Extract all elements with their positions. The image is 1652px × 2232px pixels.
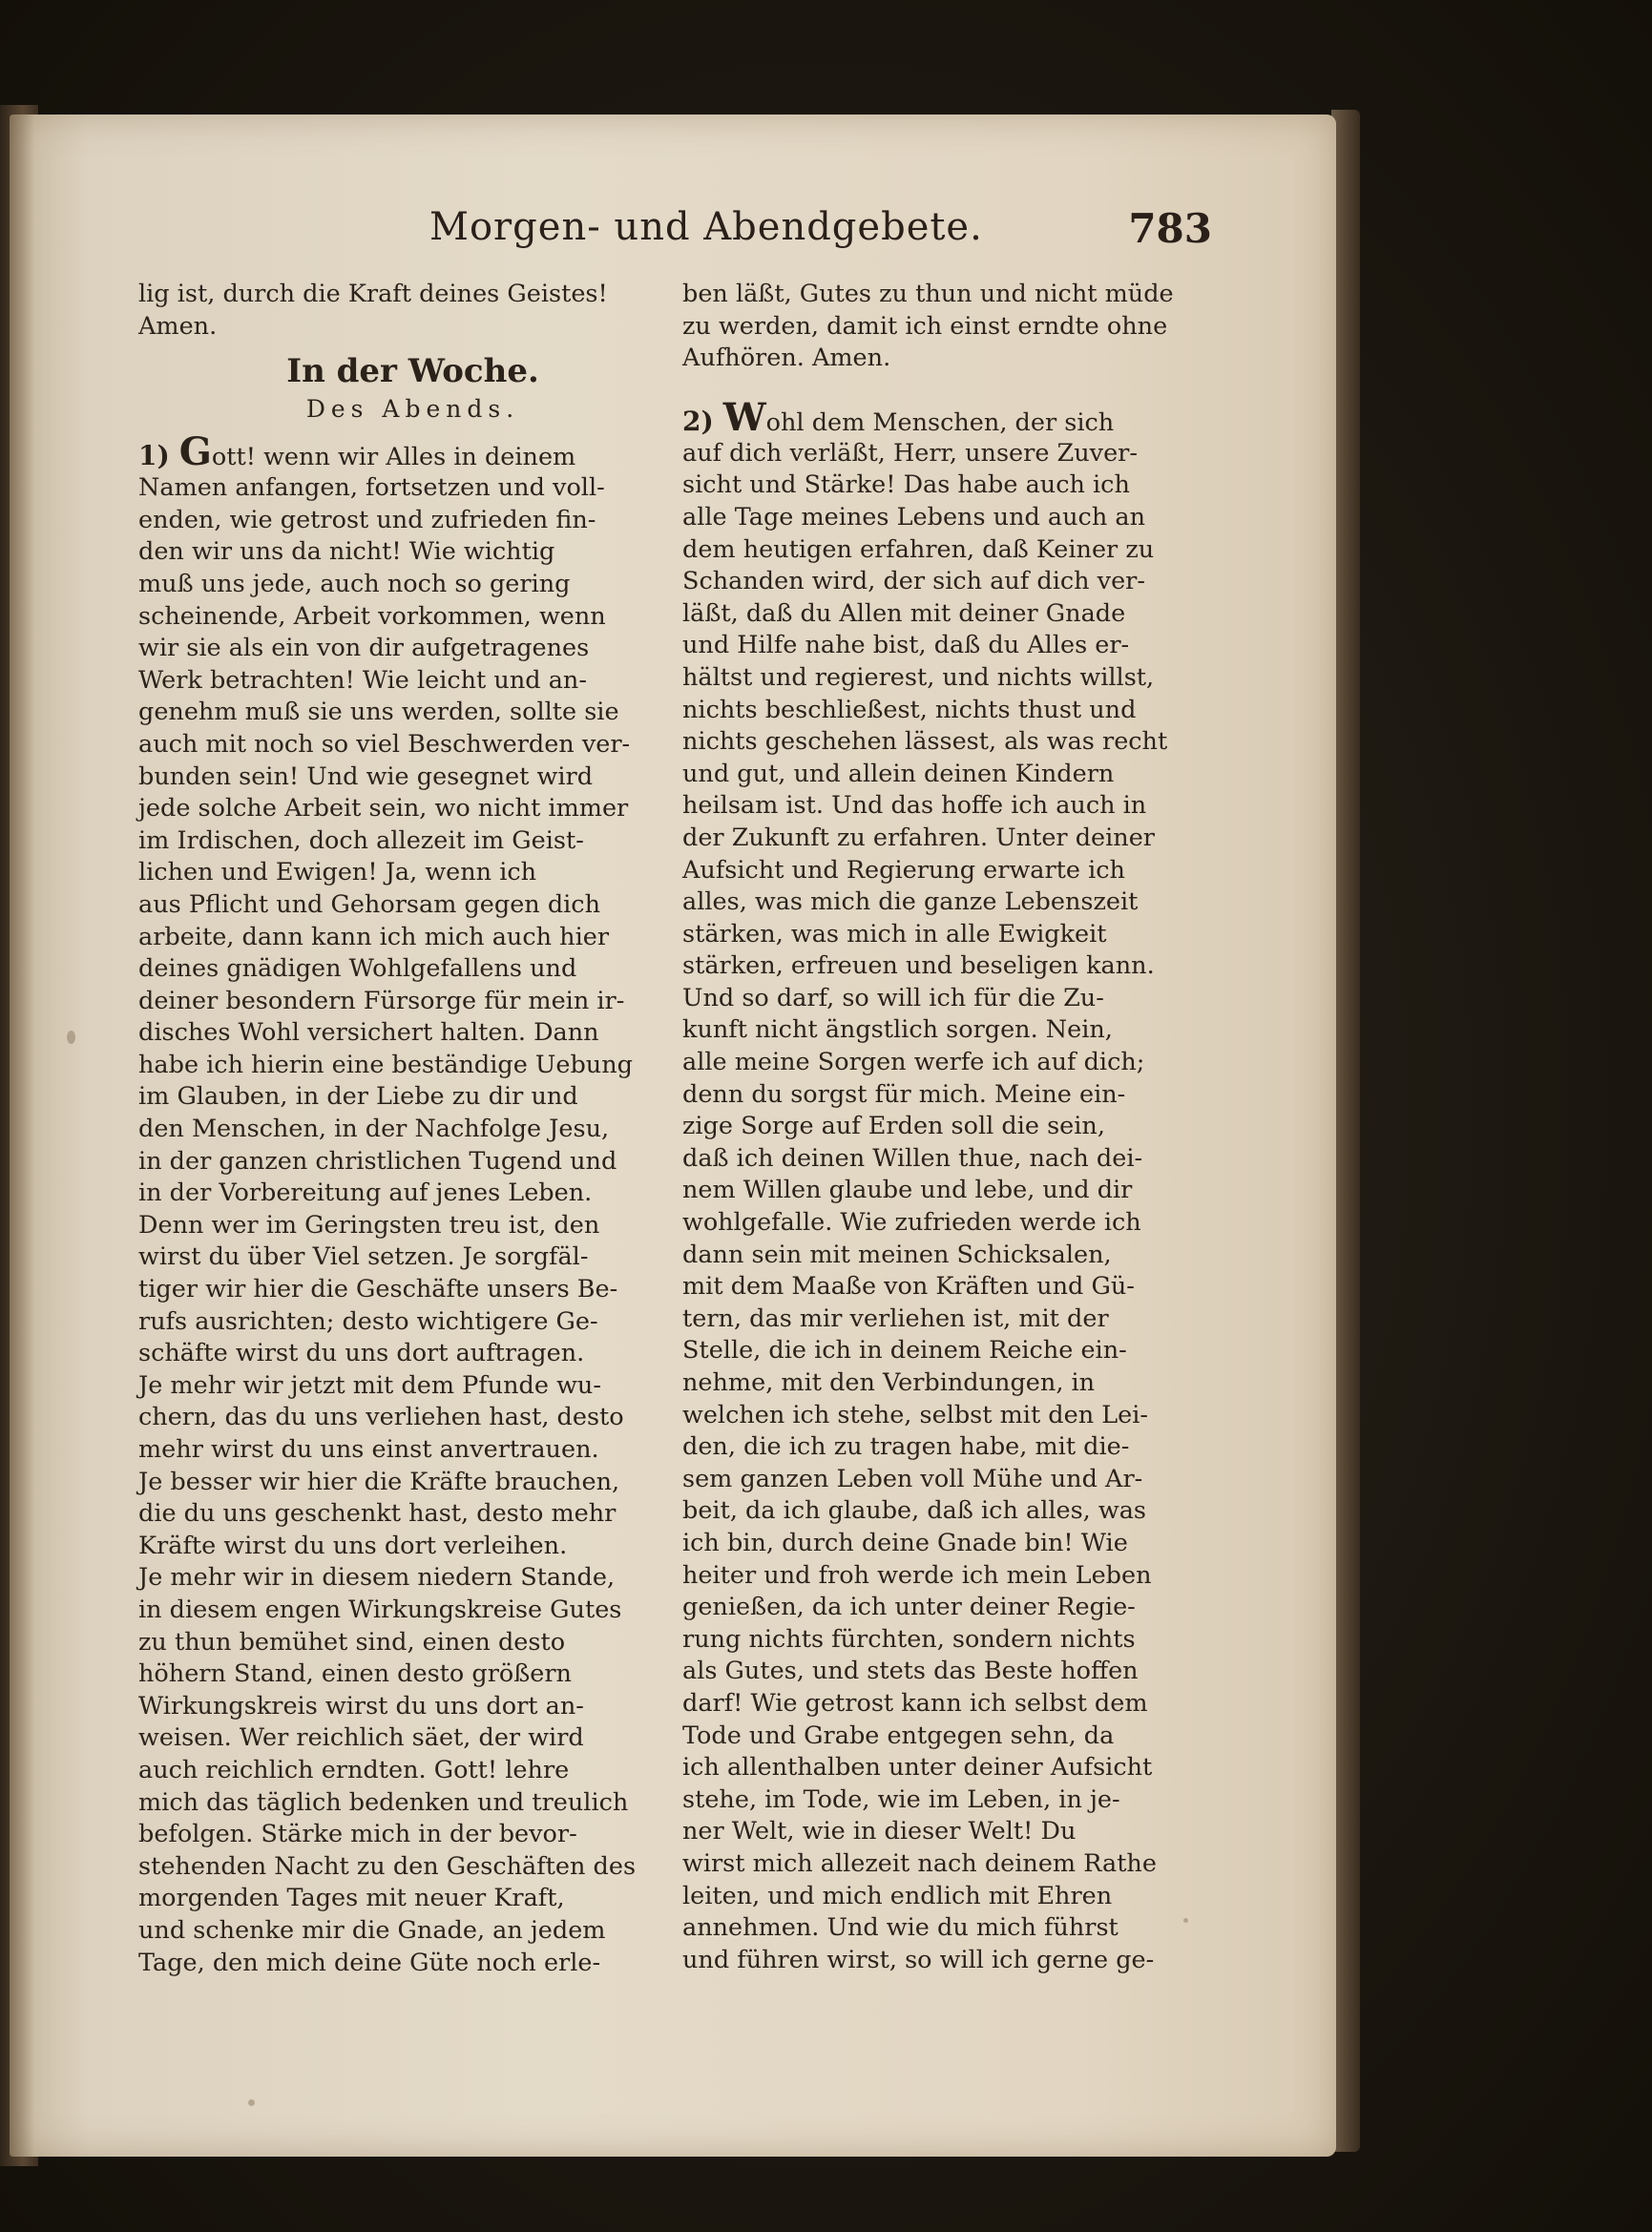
text-line: auf dich verläßt, Herr, unsere Zuver-: [682, 438, 1138, 468]
text-line: stehenden Nacht zu den Geschäften des: [138, 1851, 637, 1881]
text-line: Tode und Grabe entgegen sehn, da: [682, 1721, 1115, 1750]
text-line: Schanden wird, der sich auf dich ver-: [682, 567, 1145, 596]
text-line: scheinende, Arbeit vorkommen, wenn: [138, 601, 606, 631]
text-line: auch mit noch so viel Beschwerden ver-: [138, 729, 631, 759]
prayer-number: 1): [138, 440, 170, 472]
text-line: wirst mich allezeit nach deinem Rathe: [682, 1848, 1157, 1878]
text-line: rung nichts fürchten, sondern nichts: [682, 1624, 1136, 1654]
text-line: heilsam ist. Und das hoffe ich auch in: [682, 791, 1147, 821]
text-line: Denn wer im Geringsten treu ist, den: [138, 1210, 600, 1240]
text-line: sicht und Stärke! Das habe auch ich: [682, 470, 1130, 500]
text-line: sem ganzen Leben voll Mühe und Ar-: [682, 1464, 1143, 1493]
section-subtitle: Des Abends.: [305, 395, 520, 424]
text-line: die du uns geschenkt hast, desto mehr: [138, 1499, 617, 1529]
text-line: mehr wirst du uns einst anvertrauen.: [138, 1435, 599, 1464]
text-line: alle meine Sorgen werfe ich auf dich;: [682, 1048, 1145, 1077]
text-line: aus Pflicht und Gehorsam gegen dich: [138, 889, 601, 919]
text-line: morgenden Tages mit neuer Kraft,: [138, 1884, 565, 1913]
text-line: daß ich deinen Willen thue, nach dei-: [682, 1143, 1143, 1173]
text-line: der Zukunft zu erfahren. Unter deiner: [682, 823, 1155, 852]
text-line: als Gutes, und stets das Beste hoffen: [682, 1657, 1139, 1686]
text-line: stärken, erfreuen und beseligen kann.: [682, 951, 1155, 981]
text-line: stärken, was mich in alle Ewigkeit: [682, 919, 1107, 949]
page-number: 783: [1128, 205, 1212, 252]
text-line: den wir uns da nicht! Wie wichtig: [138, 537, 555, 567]
text-line: stehe, im Tode, wie im Leben, in je-: [682, 1784, 1120, 1814]
right-column: [682, 279, 1231, 1976]
text-line: muß uns jede, auch noch so gering: [138, 569, 571, 598]
text-line: zu thun bemühet sind, einen desto: [138, 1627, 566, 1657]
text-line: Und so darf, so will ich für die Zu-: [682, 983, 1104, 1012]
drop-initial: G: [178, 429, 212, 475]
text-line: im Irdischen, doch allezeit im Geist-: [138, 825, 584, 855]
text-line: jede solche Arbeit sein, wo nicht immer: [138, 794, 629, 824]
prayer-start: [682, 394, 1231, 440]
text-line: Aufhören. Amen.: [682, 344, 891, 373]
text-line: tern, das mir verliehen ist, mit der: [682, 1304, 1109, 1333]
text-line: ohl dem Menschen, der sich: [765, 407, 1115, 437]
text-line: lichen und Ewigen! Ja, wenn ich: [138, 858, 537, 887]
prayer-start: [138, 429, 687, 475]
paper-speck: [248, 2099, 255, 2106]
text-line: bunden sein! Und wie gesegnet wird: [138, 761, 594, 791]
left-column: [138, 279, 687, 1979]
text-line: lig ist, durch die Kraft deines Geistes!: [138, 280, 608, 308]
text-line: dem heutigen erfahren, daß Keiner zu: [682, 534, 1155, 564]
text-line: wirst du über Viel setzen. Je sorgfäl-: [138, 1242, 589, 1272]
text-line: Namen anfangen, fortsetzen und voll-: [138, 473, 605, 503]
text-line: Tage, den mich deine Güte noch erle-: [138, 1948, 601, 1977]
text-line: annehmen. Und wie du mich führst: [682, 1913, 1119, 1943]
text-line: befolgen. Stärke mich in der bevor-: [138, 1820, 577, 1849]
text-line: wir sie als ein von dir aufgetragenes: [138, 634, 590, 663]
section-title: In der Woche.: [286, 352, 539, 391]
text-line: kunft nicht ängstlich sorgen. Nein,: [682, 1015, 1113, 1045]
text-line: und Hilfe nahe bist, daß du Alles er-: [682, 631, 1130, 660]
drop-initial: W: [722, 394, 766, 440]
text-line: Je mehr wir in diesem niedern Stande,: [138, 1563, 616, 1593]
text-line: ben läßt, Gutes zu thun und nicht müde: [682, 280, 1174, 308]
text-line: zu werden, damit ich einst erndte ohne: [682, 311, 1168, 341]
text-line: nichts geschehen lässest, als was recht: [682, 727, 1168, 757]
text-line: disches Wohl versichert halten. Dann: [138, 1018, 599, 1048]
text-line: mich das täglich bedenken und treulich: [138, 1787, 629, 1817]
text-line: Wirkungskreis wirst du uns dort an-: [138, 1691, 584, 1721]
text-line: nichts beschließest, nichts thust und: [682, 695, 1137, 724]
text-line: weisen. Wer reichlich säet, der wird: [138, 1723, 584, 1753]
text-line: schäfte wirst du uns dort auftragen.: [138, 1339, 585, 1368]
text-line: alle Tage meines Lebens und auch an: [682, 502, 1145, 532]
text-line: alles, was mich die ganze Lebenszeit: [682, 887, 1139, 917]
text-line: Je mehr wir jetzt mit dem Pfunde wu-: [138, 1370, 601, 1400]
text-line: in der Vorbereitung auf jenes Leben.: [138, 1179, 593, 1208]
text-line: heiter und froh werde ich mein Leben: [682, 1560, 1152, 1590]
page-header: [429, 205, 1212, 262]
text-line: den, die ich zu tragen habe, mit die-: [682, 1432, 1130, 1462]
text-line: genehm muß sie uns werden, sollte sie: [138, 698, 619, 727]
text-line: Stelle, die ich in deinem Reiche ein-: [682, 1336, 1127, 1366]
prayer-body: [682, 438, 1231, 1977]
text-line: und gut, und allein deinen Kindern: [682, 759, 1115, 788]
text-line: und führen wirst, so will ich gerne ge-: [682, 1945, 1155, 1974]
text-line: rufs ausrichten; desto wichtigere Ge-: [138, 1306, 598, 1336]
prayer-body: [138, 472, 687, 1979]
text-line: ott! wenn wir Alles in deinem: [211, 443, 576, 472]
running-head: Morgen- und Abendgebete.: [429, 205, 983, 249]
text-line: arbeite, dann kann ich mich auch hier: [138, 922, 610, 951]
text-line: deines gnädigen Wohlgefallens und: [138, 954, 577, 984]
text-line: Werk betrachten! Wie leicht und an-: [138, 665, 587, 695]
text-line: Je besser wir hier die Kräfte brauchen,: [138, 1467, 620, 1496]
text-line: habe ich hierin eine beständige Uebung: [138, 1050, 633, 1079]
prayer-number: 2): [682, 405, 714, 437]
text-line: enden, wie getrost und zufrieden fin-: [138, 505, 596, 534]
text-line: hältst und regierest, und nichts willst,: [682, 662, 1155, 692]
text-line: denn du sorgst für mich. Meine ein-: [682, 1079, 1126, 1109]
text-line: dann sein mit meinen Schicksalen,: [682, 1240, 1112, 1269]
text-line: und schenke mir die Gnade, an jedem: [138, 1915, 606, 1945]
text-line: beit, da ich glaube, daß ich alles, was: [682, 1496, 1147, 1526]
text-line: auch reichlich erndten. Gott! lehre: [138, 1755, 570, 1784]
text-line: wohlgefalle. Wie zufrieden werde ich: [682, 1208, 1141, 1238]
text-line: höhern Stand, einen desto größern: [138, 1659, 572, 1689]
text-line: nem Willen glaube und lebe, und dir: [682, 1176, 1133, 1205]
text-line: Amen.: [138, 311, 218, 341]
text-line: tiger wir hier die Geschäfte unsers Be-: [138, 1275, 618, 1304]
paper-speck: [67, 1031, 75, 1044]
text-line: darf! Wie getrost kann ich selbst dem: [682, 1688, 1148, 1718]
text-line: läßt, daß du Allen mit deiner Gnade: [682, 598, 1126, 628]
text-line: nehme, mit den Verbindungen, in: [682, 1368, 1096, 1397]
text-line: ner Welt, wie in dieser Welt! Du: [682, 1817, 1077, 1846]
text-line: ich allenthalben unter deiner Aufsicht: [682, 1753, 1153, 1783]
text-line: in diesem engen Wirkungskreise Gutes: [138, 1595, 622, 1624]
text-line: Kräfte wirst du uns dort verleihen.: [138, 1531, 568, 1560]
text-line: leiten, und mich endlich mit Ehren: [682, 1881, 1113, 1910]
text-line: den Menschen, in der Nachfolge Jesu,: [138, 1115, 610, 1144]
text-line: chern, das du uns verliehen hast, desto: [138, 1403, 624, 1432]
text-line: genießen, da ich unter deiner Regie-: [682, 1593, 1136, 1622]
text-line: im Glauben, in der Liebe zu dir und: [138, 1082, 578, 1112]
text-line: Aufsicht und Regierung erwarte ich: [682, 855, 1125, 885]
text-line: deiner besondern Fürsorge für mein ir-: [138, 986, 625, 1015]
text-line: zige Sorge auf Erden soll die sein,: [682, 1112, 1105, 1141]
text-line: mit dem Maaße von Kräften und Gü-: [682, 1272, 1135, 1302]
text-line: welchen ich stehe, selbst mit den Lei-: [682, 1400, 1149, 1429]
text-line: in der ganzen christlichen Tugend und: [138, 1146, 617, 1176]
text-line: ich bin, durch deine Gnade bin! Wie: [682, 1528, 1128, 1557]
